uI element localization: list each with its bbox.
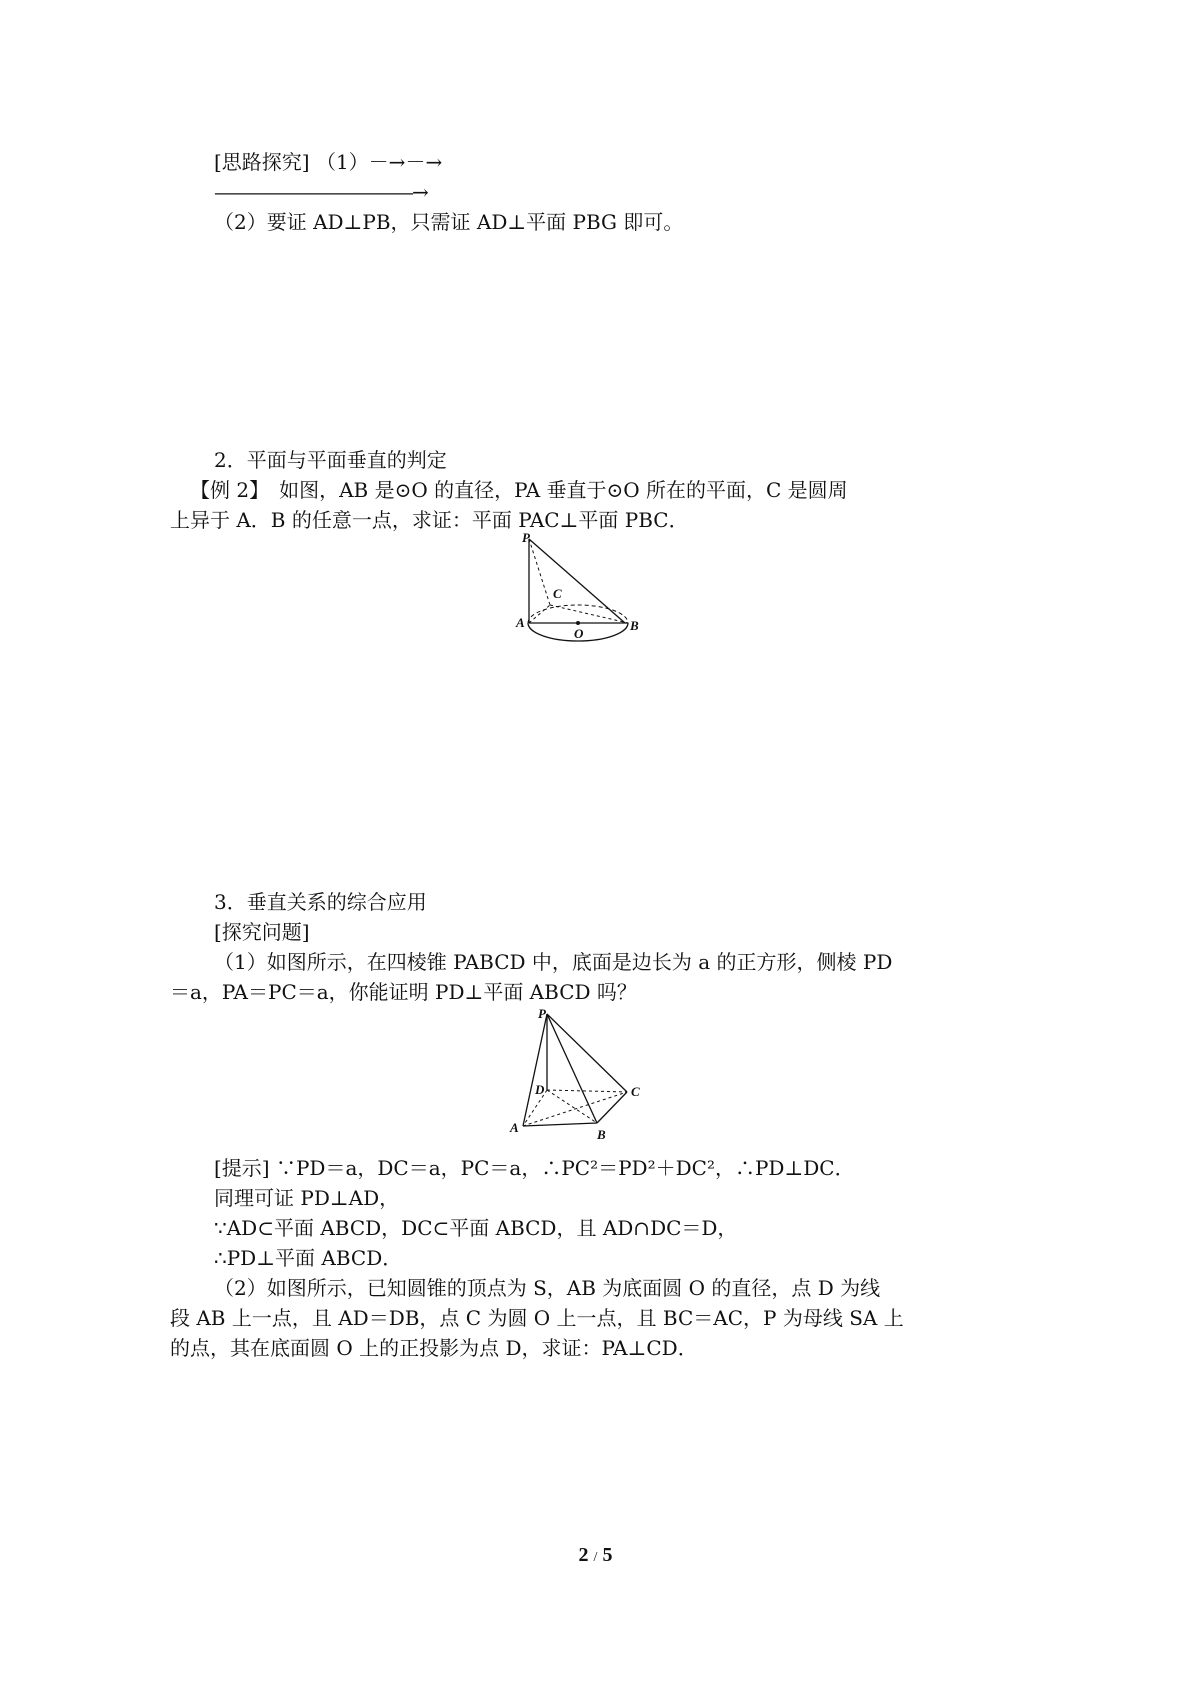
fig-label-C: C <box>631 1084 640 1099</box>
fig-label-D: D <box>535 1082 545 1097</box>
fig-label-C: C <box>553 586 562 601</box>
cone-figure <box>510 532 645 652</box>
question-2-line-3: 的点，其在底面圆 O 上的正投影为点 D，求证：PA⊥CD． <box>170 1336 698 1360</box>
fig-label-B: B <box>630 618 639 633</box>
hint-line-4: ∴PD⊥平面 ABCD． <box>214 1246 403 1270</box>
fig-label-P: P <box>522 532 530 545</box>
example-2-line-2: 上异于 A．B 的任意一点，求证：平面 PAC⊥平面 PBC． <box>170 508 689 532</box>
think-explore-part2: （2）要证 AD⊥PB，只需证 AD⊥平面 PBG 即可。 <box>214 210 684 234</box>
explore-question-label: [探究问题] <box>214 920 310 944</box>
fig-label-B: B <box>597 1127 606 1142</box>
fig-label-O: O <box>574 626 584 641</box>
section-2-heading: 2．平面与平面垂直的判定 <box>214 448 447 472</box>
question-2-line-2: 段 AB 上一点，且 AD＝DB，点 C 为圆 O 上一点，且 BC＝AC，P 为母线 SA 上 <box>170 1306 904 1330</box>
hint-line-2: 同理可证 PD⊥AD， <box>214 1186 400 1210</box>
question-1-line-2: ＝a，PA＝PC＝a，你能证明 PD⊥平面 ABCD 吗？ <box>170 980 637 1004</box>
hint-line-1: [提示] ∵PD＝a，DC＝a，PC＝a，∴PC²＝PD²＋DC²，∴PD⊥DC． <box>214 1156 855 1180</box>
fig-label-A: A <box>510 1120 519 1135</box>
page-current: 2 <box>578 1544 589 1566</box>
fig-label-P: P <box>538 1008 546 1021</box>
example-2-line-1: 【例 2】 如图，AB 是⊙O 的直径，PA 垂直于⊙O 所在的平面，C 是圆周 <box>190 478 848 502</box>
question-1-line-1: （1）如图所示，在四棱锥 PABCD 中，底面是边长为 a 的正方形，侧棱 PD <box>214 950 893 974</box>
hint-line-3: ∵AD⊂平面 ABCD，DC⊂平面 ABCD，且 AD∩DC＝D， <box>214 1216 738 1240</box>
arrow-line: ———————————→ <box>214 180 427 204</box>
think-explore-line: [思路探究] （1）－→－→ <box>214 150 443 174</box>
section-3-heading: 3．垂直关系的综合应用 <box>214 890 427 914</box>
pyramid-figure <box>505 1008 645 1146</box>
question-2-line-1: （2）如图所示，已知圆锥的顶点为 S，AB 为底面圆 O 的直径，点 D 为线 <box>214 1276 881 1300</box>
page-number <box>0 1544 1191 1567</box>
page-total: 5 <box>602 1544 613 1566</box>
page-separator: / <box>593 1550 598 1565</box>
fig-label-A: A <box>516 615 525 630</box>
